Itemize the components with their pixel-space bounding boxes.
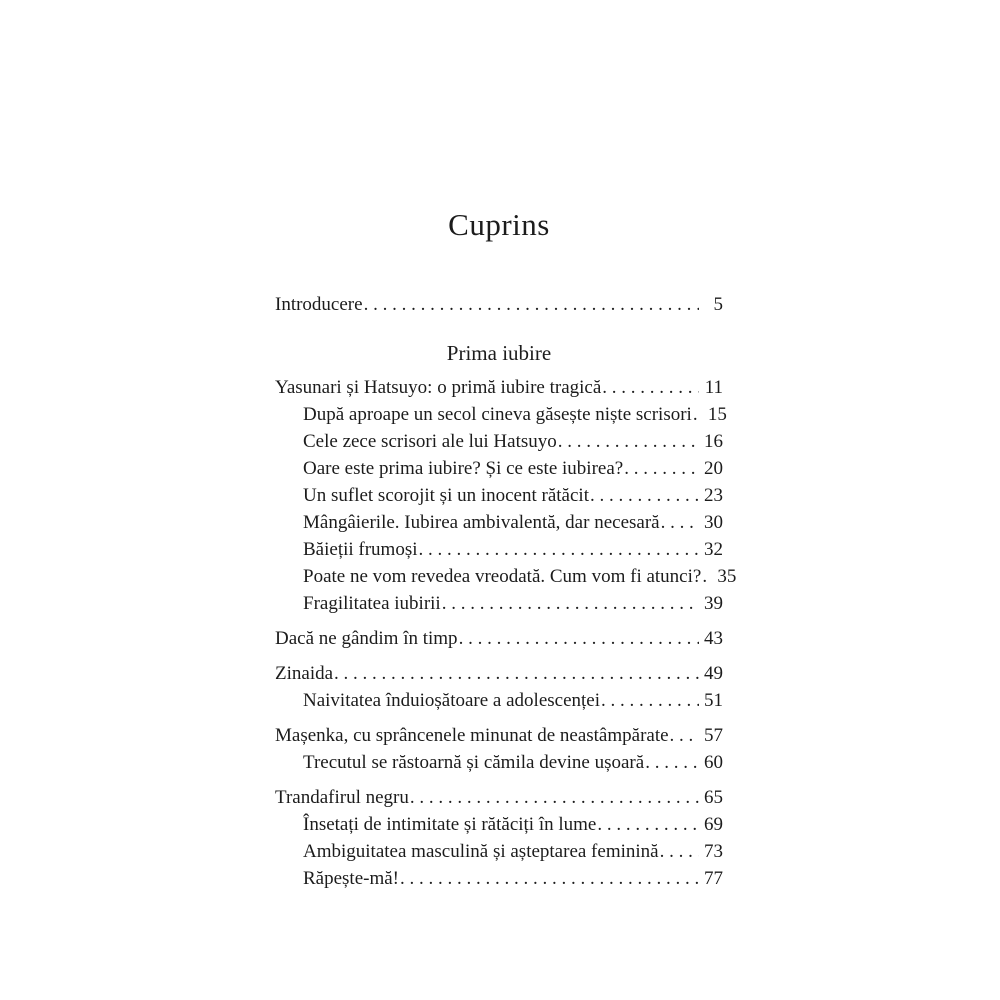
toc-subentry bbox=[275, 509, 723, 536]
toc-entry-label: Oare este prima iubire? Și ce este iubirea? bbox=[303, 458, 624, 479]
toc-page-number: 5 bbox=[713, 294, 723, 315]
toc-subentry bbox=[275, 590, 723, 617]
toc-entry-label: Trandafirul negru bbox=[275, 787, 409, 808]
toc-page-number: 65 bbox=[704, 787, 723, 808]
toc-entry-label: Trecutul se răstoarnă și cămila devine ușoară bbox=[303, 752, 645, 773]
page-title: Cuprins bbox=[448, 207, 550, 242]
dot-leader bbox=[590, 482, 699, 509]
toc-entry-label: Mașenka, cu sprâncenele minunat de neastâmpărate bbox=[275, 725, 669, 746]
toc-page-number: 30 bbox=[704, 512, 723, 533]
dot-leader bbox=[601, 687, 699, 714]
toc-entry-label: Ambiguitatea masculină și așteptarea feminină bbox=[303, 841, 659, 862]
toc-entry-label: Însetați de intimitate și rătăciți în lume bbox=[303, 814, 597, 835]
dot-leader bbox=[442, 590, 699, 617]
toc-page-number: 23 bbox=[704, 485, 723, 506]
dot-leader bbox=[602, 374, 699, 401]
toc-page-number: 39 bbox=[704, 593, 723, 614]
toc-subentry bbox=[275, 428, 723, 455]
toc-entry-label: Răpește-mă! bbox=[303, 868, 400, 889]
dot-leader bbox=[702, 563, 712, 590]
dot-leader bbox=[558, 428, 699, 455]
toc-entry-label: Zinaida bbox=[275, 663, 334, 684]
toc-subentry bbox=[275, 865, 723, 892]
toc-entry bbox=[275, 625, 723, 652]
dot-leader bbox=[419, 536, 699, 563]
toc-subentry bbox=[275, 455, 723, 482]
dot-leader bbox=[334, 660, 699, 687]
dot-leader bbox=[645, 749, 699, 776]
toc-page-number: 43 bbox=[704, 628, 723, 649]
toc-page-number: 15 bbox=[707, 404, 727, 425]
dot-leader bbox=[597, 811, 699, 838]
toc-page-number: 35 bbox=[717, 566, 737, 587]
dot-leader bbox=[693, 401, 703, 428]
toc-page-number: 11 bbox=[704, 377, 723, 398]
toc-page-number: 60 bbox=[704, 752, 723, 773]
toc-entry bbox=[275, 291, 723, 318]
dot-leader bbox=[400, 865, 699, 892]
dot-leader bbox=[410, 784, 699, 811]
toc-entry-label: Cele zece scrisori ale lui Hatsuyo bbox=[303, 431, 557, 452]
toc-page-number: 57 bbox=[704, 725, 723, 746]
toc-entry bbox=[275, 784, 723, 811]
toc-entry-label: Naivitatea înduioșătoare a adolescenței bbox=[303, 690, 601, 711]
dot-leader bbox=[364, 291, 699, 318]
toc-page-number: 73 bbox=[704, 841, 723, 862]
dot-leader bbox=[670, 722, 699, 749]
toc-entry-label: Dacă ne gândim în timp bbox=[275, 628, 458, 649]
toc-page-number: 20 bbox=[704, 458, 723, 479]
toc-page-number: 77 bbox=[704, 868, 723, 889]
toc-subentry bbox=[275, 749, 723, 776]
toc-subentry bbox=[275, 838, 723, 865]
toc-entry-label: După aproape un secol cineva găsește niște scrisori bbox=[303, 404, 692, 425]
toc-entry bbox=[275, 722, 723, 749]
toc-entry bbox=[275, 660, 723, 687]
toc-entry bbox=[275, 374, 723, 401]
toc-entry-label: Băieții frumoși bbox=[303, 539, 418, 560]
toc-entry-label: Un suflet scorojit și un inocent rătăcit bbox=[303, 485, 589, 506]
dot-leader bbox=[661, 509, 699, 536]
toc-subentry bbox=[275, 536, 723, 563]
dot-leader bbox=[660, 838, 699, 865]
dot-leader bbox=[459, 625, 699, 652]
toc-subentry bbox=[275, 811, 723, 838]
toc-subentry bbox=[275, 401, 727, 428]
toc-page-number: 69 bbox=[704, 814, 723, 835]
toc-entry-label: Fragilitatea iubirii bbox=[303, 593, 441, 614]
toc-page-number: 16 bbox=[704, 431, 723, 452]
toc-entry-label: Yasunari și Hatsuyo: o primă iubire tragică bbox=[275, 377, 602, 398]
table-of-contents bbox=[275, 0, 737, 892]
toc-subentry bbox=[275, 563, 737, 590]
section-heading: Prima iubire bbox=[446, 341, 552, 365]
toc-page-number: 32 bbox=[704, 539, 723, 560]
toc-page-number: 49 bbox=[704, 663, 723, 684]
toc-page-number: 51 bbox=[704, 690, 723, 711]
toc-entry-label: Poate ne vom revedea vreodată. Cum vom fi atunci? bbox=[303, 566, 702, 587]
toc-subentry bbox=[275, 482, 723, 509]
toc-entry-label: Introducere bbox=[275, 294, 363, 315]
toc-entry-label: Mângâierile. Iubirea ambivalentă, dar necesară bbox=[303, 512, 660, 533]
dot-leader bbox=[624, 455, 699, 482]
toc-subentry bbox=[275, 687, 723, 714]
